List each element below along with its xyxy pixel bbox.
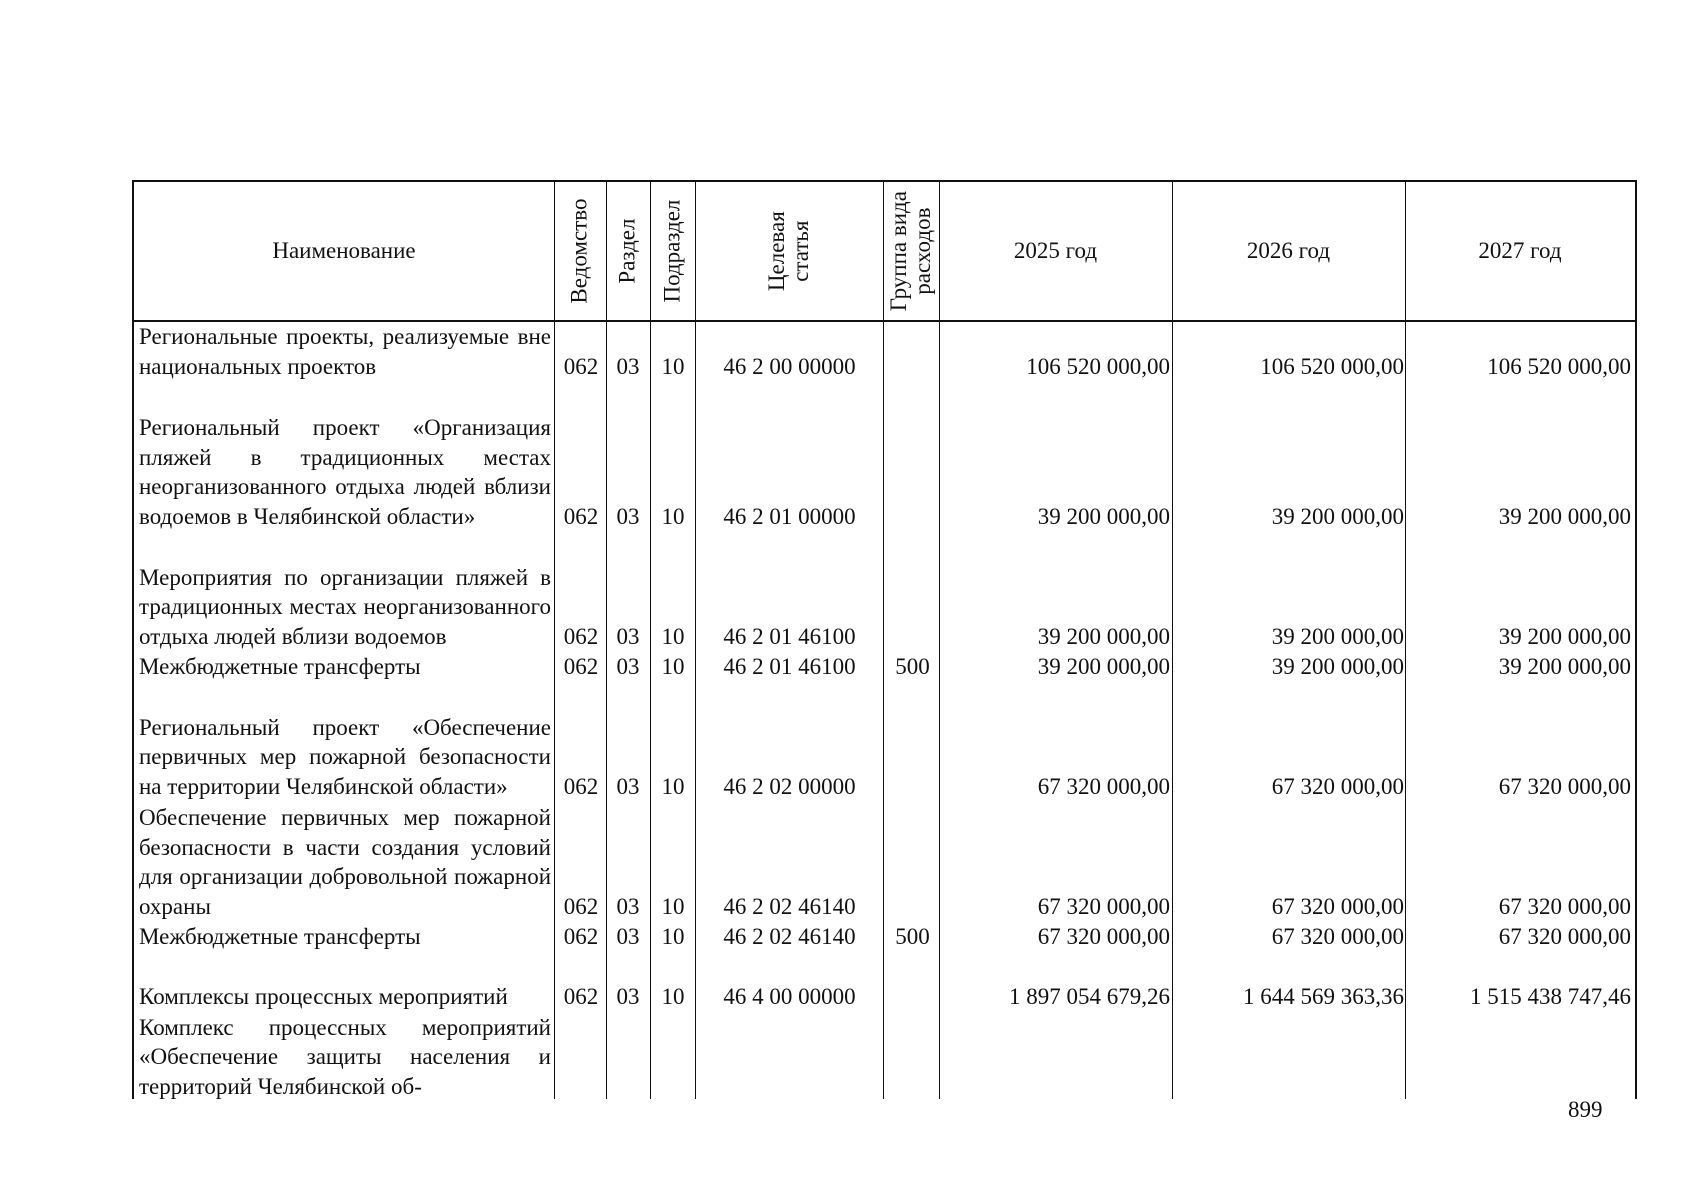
header-gruppa [883,182,939,320]
row-celevaya: 46 2 02 46140 [723,894,856,920]
row-2027: 67 320 000,00 [1498,774,1631,800]
header-razdel [606,182,650,320]
header-vedomstvo [554,182,606,320]
row-celevaya: 46 2 01 46100 [723,654,856,680]
row-razdel: 03 [616,624,640,650]
row-2027: 67 320 000,00 [1498,924,1631,950]
table-row [134,532,1635,652]
row-2026: 67 320 000,00 [1271,894,1404,920]
row-2025: 67 320 000,00 [1037,774,1170,800]
row-razdel: 03 [616,504,640,530]
header-gruppa-line1: Группа вида [885,190,911,312]
row-razdel: 03 [616,924,640,950]
row-vedomstvo: 062 [563,504,599,530]
row-name: Комплексы процессных мероприятий [139,984,508,1010]
header-celevaya [695,182,883,320]
row-razdel: 03 [616,354,640,380]
row-vedomstvo: 062 [563,924,599,950]
row-podrazdel: 10 [661,654,685,680]
row-2025: 67 320 000,00 [1037,894,1170,920]
row-podrazdel: 10 [661,894,685,920]
row-celevaya: 46 2 02 00000 [723,774,856,800]
row-name: Межбюджетные трансферты [139,924,421,950]
row-2025: 67 320 000,00 [1037,924,1170,950]
header-2025-text: 2025 год [1013,237,1098,263]
row-name: Региональные проекты, реализуемые вне национальных проектов [139,324,551,380]
row-razdel: 03 [616,984,640,1010]
row-name: Межбюджетные трансферты [139,654,421,680]
row-2025: 39 200 000,00 [1037,624,1170,650]
header-podrazdel [650,182,695,320]
row-2026: 39 200 000,00 [1271,504,1404,530]
row-2025: 39 200 000,00 [1037,504,1170,530]
header-2026 [1172,182,1405,320]
header-podrazdel-text: Подраздел [659,199,685,303]
header-gruppa-line2: расходов [910,207,936,295]
header-name-text: Наименование [272,237,416,263]
row-2025: 39 200 000,00 [1037,654,1170,680]
row-podrazdel: 10 [661,624,685,650]
row-vedomstvo: 062 [563,894,599,920]
row-vedomstvo: 062 [563,354,599,380]
header-celevaya-line1: Целевая [763,211,789,291]
row-vedomstvo: 062 [563,624,599,650]
table-row [134,1012,1635,1102]
row-celevaya: 46 2 02 46140 [723,924,856,950]
row-vedomstvo: 062 [563,984,599,1010]
header-celevaya-line2: статья [787,220,813,282]
row-podrazdel: 10 [661,984,685,1010]
header-2025 [939,182,1172,320]
row-2027: 39 200 000,00 [1498,624,1631,650]
row-celevaya: 46 4 00 00000 [723,984,856,1010]
table-row [134,952,1635,1012]
row-name: Региональный проект «Обеспечение первичных мер пожарной безопасности на территории Челябинской области» [139,714,551,800]
row-celevaya: 46 2 00 00000 [723,354,856,380]
row-razdel: 03 [616,774,640,800]
header-gruppa-text [887,191,935,311]
header-2027 [1405,182,1635,320]
row-vedomstvo: 062 [563,654,599,680]
table-row [134,322,1635,382]
header-celevaya-text [765,211,813,291]
row-podrazdel: 10 [661,354,685,380]
row-2027: 67 320 000,00 [1498,894,1631,920]
row-2027: 39 200 000,00 [1498,654,1631,680]
row-2027: 1 515 438 747,46 [1470,984,1631,1010]
row-celevaya: 46 2 01 00000 [723,504,856,530]
header-vedomstvo-text: Ведомство [566,198,592,304]
row-razdel: 03 [616,894,640,920]
row-celevaya: 46 2 01 46100 [723,624,856,650]
table-row [134,652,1635,682]
row-2025: 1 897 054 679,26 [1009,984,1170,1010]
row-podrazdel: 10 [661,504,685,530]
row-2027: 106 520 000,00 [1487,354,1631,380]
row-name: Обеспечение первичных мер пожарной безопасности в части создания условий для организации добровольной пожарной охраны [139,804,551,920]
row-2026: 39 200 000,00 [1271,654,1404,680]
row-2027: 39 200 000,00 [1498,504,1631,530]
header-razdel-text: Раздел [614,218,640,284]
row-name: Комплекс процессных мероприятий «Обеспечение защиты населения и территорий Челябинской об- [139,1014,551,1100]
header-name [134,182,554,320]
table-row [134,382,1635,532]
header-2027-text: 2027 год [1478,237,1562,263]
row-razdel: 03 [616,654,640,680]
row-2025: 106 520 000,00 [1026,354,1170,380]
table-row [134,802,1635,922]
header-2026-text: 2026 год [1246,237,1331,263]
row-2026: 67 320 000,00 [1271,774,1404,800]
table-row [134,922,1635,952]
row-gruppa: 500 [895,654,930,680]
budget-table [132,180,1637,1099]
row-2026: 67 320 000,00 [1271,924,1404,950]
table-row [134,682,1635,802]
row-podrazdel: 10 [661,924,685,950]
page-number: 899 [1568,1097,1603,1122]
row-podrazdel: 10 [661,774,685,800]
row-name: Региональный проект «Организация пляжей в традиционных местах неорганизованного отдыха людей вблизи водоемов в Челябинской области» [139,414,551,530]
row-gruppa: 500 [895,924,930,950]
row-2026: 106 520 000,00 [1260,354,1404,380]
row-name: Мероприятия по организации пляжей в традиционных местах неорганизованного отдыха людей вблизи водоемов [139,564,551,650]
row-vedomstvo: 062 [563,774,599,800]
row-2026: 39 200 000,00 [1271,624,1404,650]
row-2026: 1 644 569 363,36 [1243,984,1404,1010]
